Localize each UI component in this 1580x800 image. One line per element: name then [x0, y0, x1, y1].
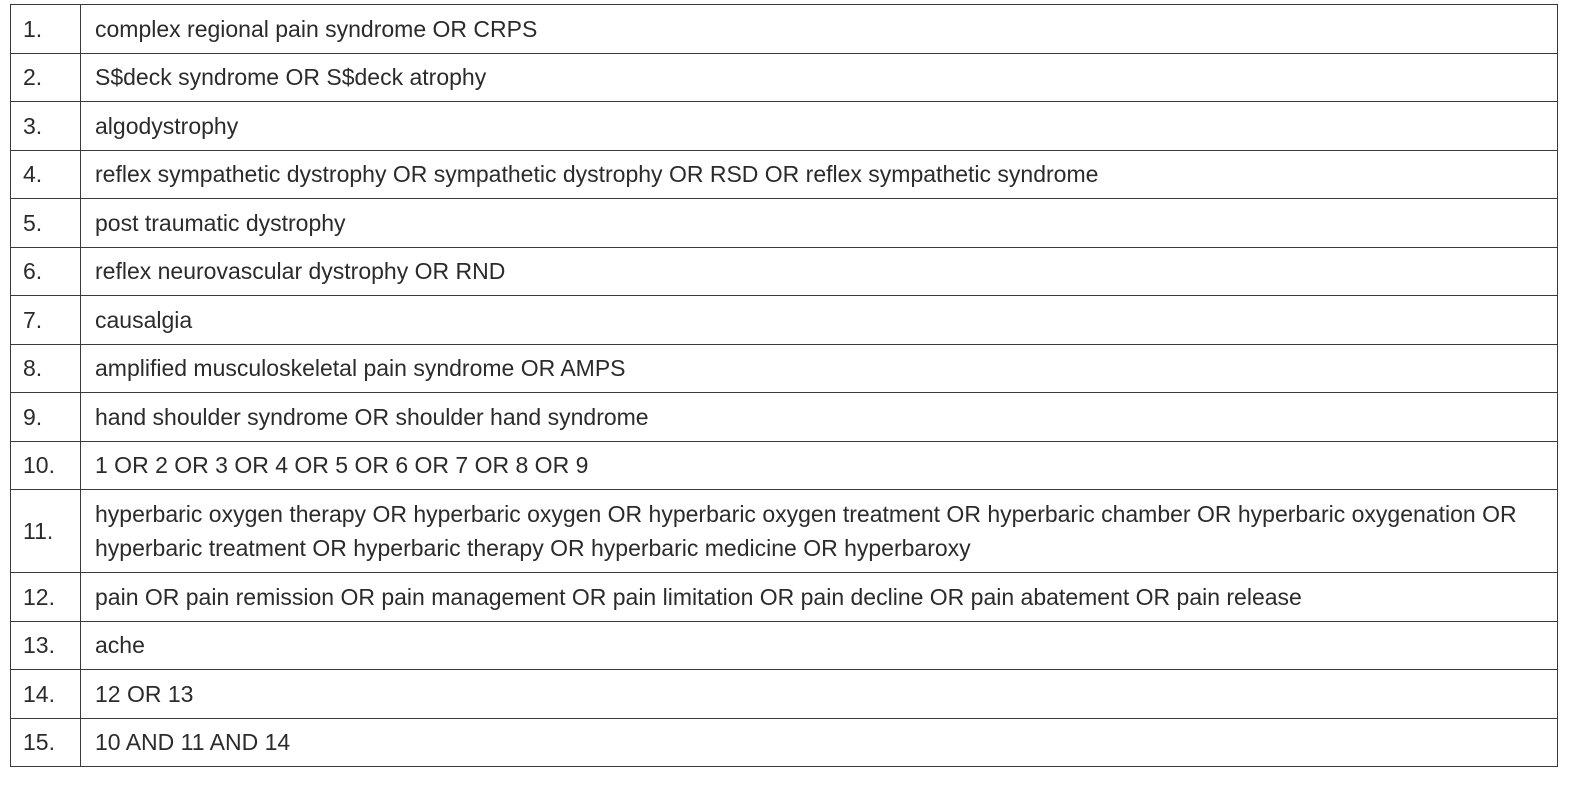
search-terms: hand shoulder syndrome OR shoulder hand syndrome: [81, 393, 1558, 442]
search-terms: causalgia: [81, 296, 1558, 345]
table-row: [11, 573, 1558, 622]
table-row: [11, 150, 1558, 199]
table-row: [11, 247, 1558, 296]
search-terms: 12 OR 13: [81, 670, 1558, 719]
table-row: [11, 5, 1558, 54]
row-number: 15.: [11, 718, 81, 767]
search-terms: algodystrophy: [81, 102, 1558, 151]
table-row: [11, 344, 1558, 393]
row-number: 10.: [11, 441, 81, 490]
row-number: 9.: [11, 393, 81, 442]
table-row: [11, 393, 1558, 442]
search-terms: reflex sympathetic dystrophy OR sympathetic dystrophy OR RSD OR reflex sympathetic syndrome: [81, 150, 1558, 199]
row-number: 8.: [11, 344, 81, 393]
row-number: 13.: [11, 621, 81, 670]
table-row: [11, 296, 1558, 345]
search-terms: amplified musculoskeletal pain syndrome OR AMPS: [81, 344, 1558, 393]
row-number: 5.: [11, 199, 81, 248]
search-terms: 1 OR 2 OR 3 OR 4 OR 5 OR 6 OR 7 OR 8 OR 9: [81, 441, 1558, 490]
search-terms: complex regional pain syndrome OR CRPS: [81, 5, 1558, 54]
row-number: 3.: [11, 102, 81, 151]
search-terms: reflex neurovascular dystrophy OR RND: [81, 247, 1558, 296]
table-row: [11, 102, 1558, 151]
search-terms: S$deck syndrome OR S$deck atrophy: [81, 53, 1558, 102]
row-number: 1.: [11, 5, 81, 54]
row-number: 7.: [11, 296, 81, 345]
search-terms: 10 AND 11 AND 14: [81, 718, 1558, 767]
row-number: 4.: [11, 150, 81, 199]
row-number: 11.: [11, 490, 81, 573]
table-row: [11, 621, 1558, 670]
table-row: [11, 490, 1558, 573]
table-row: [11, 441, 1558, 490]
row-number: 14.: [11, 670, 81, 719]
table-row: [11, 718, 1558, 767]
table-row: [11, 670, 1558, 719]
row-number: 6.: [11, 247, 81, 296]
search-terms: hyperbaric oxygen therapy OR hyperbaric oxygen OR hyperbaric oxygen treatment OR hyperbaric chamber OR hyperbaric oxygenation OR hyperbaric treatment OR hyperbaric therapy OR hyperbaric medicine OR hyperbaroxy: [81, 490, 1558, 573]
search-terms: post traumatic dystrophy: [81, 199, 1558, 248]
search-terms: pain OR pain remission OR pain management OR pain limitation OR pain decline OR pain abatement OR pain release: [81, 573, 1558, 622]
search-strategy-table: [10, 4, 1558, 767]
search-terms: ache: [81, 621, 1558, 670]
row-number: 12.: [11, 573, 81, 622]
table-row: [11, 199, 1558, 248]
table-row: [11, 53, 1558, 102]
row-number: 2.: [11, 53, 81, 102]
